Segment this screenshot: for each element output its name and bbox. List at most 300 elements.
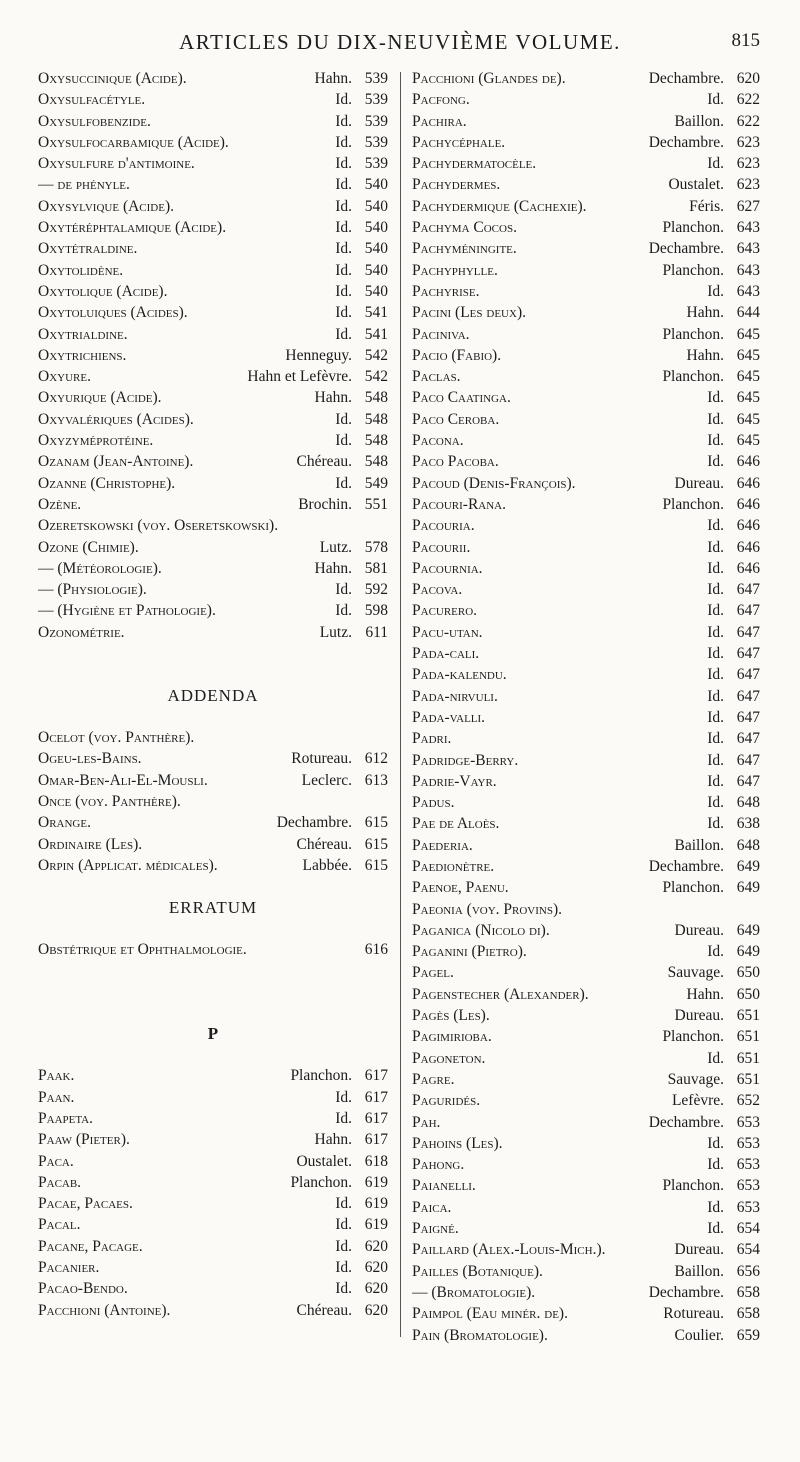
- entry-page: 549: [364, 474, 388, 492]
- entry-page: 645: [736, 410, 760, 428]
- index-entry: [412, 68, 760, 89]
- spacer: [38, 876, 388, 897]
- entry-author: Leclerc.: [301, 771, 352, 789]
- spacer: [38, 1002, 388, 1023]
- entry-term: Pailles (Botanique).: [412, 1262, 543, 1280]
- column-divider: [400, 72, 401, 1337]
- entry-page: 647: [736, 730, 760, 748]
- index-entry: [38, 430, 388, 451]
- index-entry: [412, 579, 760, 600]
- entry-term: Pacfong.: [412, 91, 470, 109]
- entry-term: Pacona.: [412, 432, 464, 450]
- entry-term: Pada-cali.: [412, 645, 480, 663]
- entry-term: Oxysulfacétyle.: [38, 91, 146, 109]
- entry-term: Pagimirioba.: [412, 1028, 492, 1046]
- entry-author: Id.: [707, 730, 724, 748]
- entry-term: Pada-nirvuli.: [412, 687, 498, 705]
- entry-term: Oxysulfure d'antimoine.: [38, 155, 195, 173]
- index-entry: [38, 558, 388, 579]
- index-entry: [412, 302, 760, 323]
- entry-author: Sauvage.: [667, 1070, 724, 1088]
- index-entry: [38, 727, 388, 748]
- entry-term: Pachyméningite.: [412, 240, 517, 258]
- entry-term: Paak.: [38, 1067, 75, 1085]
- entry-term: Pae de Aloès.: [412, 815, 500, 833]
- index-entry: [38, 515, 388, 536]
- index-entry: [412, 1175, 760, 1196]
- entry-page: 541: [364, 325, 388, 343]
- entry-page: 643: [736, 282, 760, 300]
- entry-term: Pacchioni (Glandes de).: [412, 70, 566, 87]
- index-entry: [412, 281, 760, 302]
- entry-author: Id.: [335, 261, 352, 279]
- entry-author: Id.: [707, 687, 724, 705]
- entry-author: Hahn.: [314, 559, 352, 577]
- entry-term: Pacu-utan.: [412, 623, 483, 641]
- entry-term: Ordinaire (Les).: [38, 835, 143, 853]
- entry-page: 578: [364, 538, 388, 556]
- entry-author: Dureau.: [674, 921, 724, 939]
- index-entry: [38, 111, 388, 132]
- entry-author: Hahn.: [686, 985, 724, 1003]
- index-entry: [412, 217, 760, 238]
- index-entry: [412, 132, 760, 153]
- entry-term: Ozène.: [38, 495, 82, 513]
- entry-page: 540: [364, 240, 388, 258]
- entry-page: 647: [736, 581, 760, 599]
- entry-page: 656: [736, 1262, 760, 1280]
- entry-author: Dureau.: [674, 474, 724, 492]
- entry-page: 649: [736, 857, 760, 875]
- index-entry: [412, 1112, 760, 1133]
- index-entry: [38, 409, 388, 430]
- entry-term: Ocelot (voy. Panthère).: [38, 729, 195, 747]
- entry-author: Id.: [335, 282, 352, 300]
- entry-author: Id.: [707, 666, 724, 684]
- entry-page: 649: [736, 879, 760, 897]
- entry-page: 539: [364, 91, 388, 109]
- entry-page: 659: [736, 1326, 760, 1344]
- index-entry: [412, 260, 760, 281]
- entry-page: 615: [364, 835, 388, 853]
- entry-term: Pacoud (Denis-François).: [412, 474, 576, 492]
- entry-term: Oxyure.: [38, 368, 91, 386]
- entry-author: Chéreau.: [296, 1301, 352, 1319]
- running-title: ARTICLES DU DIX-NEUVIÈME VOLUME.: [179, 30, 621, 54]
- entry-term: Pacournia.: [412, 559, 483, 577]
- entry-author: Labbée.: [302, 856, 352, 874]
- index-entry: [412, 1026, 760, 1047]
- erratum-list: [38, 939, 388, 960]
- index-entry: [38, 196, 388, 217]
- entry-page: 540: [364, 219, 388, 237]
- entry-author: Lefèvre.: [671, 1092, 724, 1110]
- index-entry: [412, 473, 760, 494]
- entry-page: 647: [736, 602, 760, 620]
- entry-author: Id.: [335, 1237, 352, 1255]
- entry-page: 643: [736, 261, 760, 279]
- entry-term: Obstétrique et Ophthalmologie.: [38, 941, 247, 959]
- index-entry: [38, 1151, 388, 1172]
- entry-term: Pacourii.: [412, 538, 471, 556]
- index-entry: [412, 1303, 760, 1324]
- entry-page: 658: [736, 1305, 760, 1323]
- entry-page: 540: [364, 282, 388, 300]
- entry-author: Chéreau.: [296, 453, 352, 471]
- entry-term: Pacouri-Rana.: [412, 495, 506, 513]
- entry-term: Paigné.: [412, 1220, 459, 1238]
- entry-page: 620: [364, 1301, 388, 1319]
- spacer: [38, 643, 388, 664]
- index-entry: [412, 537, 760, 558]
- spacer: [38, 664, 388, 685]
- index-entry: [38, 855, 388, 876]
- index-entry: [412, 920, 760, 941]
- index-entry: [38, 387, 388, 408]
- entry-page: 619: [364, 1195, 388, 1213]
- index-entry: [38, 174, 388, 195]
- entry-author: Planchon.: [290, 1067, 352, 1085]
- index-entry: [38, 366, 388, 387]
- entry-author: Id.: [335, 176, 352, 194]
- entry-author: Id.: [707, 282, 724, 300]
- entry-author: Id.: [335, 410, 352, 428]
- entry-term: Pacanier.: [38, 1259, 100, 1277]
- entry-term: Oxytoluiques (Acides).: [38, 304, 188, 322]
- entry-term: Pachira.: [412, 112, 467, 130]
- entry-author: Henneguy.: [285, 346, 352, 364]
- entry-author: Dechambre.: [648, 70, 724, 87]
- index-entry: [412, 494, 760, 515]
- entry-author: Id.: [707, 751, 724, 769]
- index-entry: [38, 345, 388, 366]
- entry-term: Pachydermes.: [412, 176, 501, 194]
- entry-author: Id.: [707, 538, 724, 556]
- entry-page: 653: [736, 1198, 760, 1216]
- entry-term: Pachydermatocèle.: [412, 155, 537, 173]
- index-entry: [412, 366, 760, 387]
- index-entry: [412, 153, 760, 174]
- entry-term: Paco Ceroba.: [412, 410, 500, 428]
- entry-page: 619: [364, 1173, 388, 1191]
- index-entry: [38, 281, 388, 302]
- index-entry: [412, 899, 760, 920]
- entry-page: 617: [364, 1067, 388, 1085]
- index-entry: [412, 877, 760, 898]
- index-entry: [38, 1257, 388, 1278]
- entry-page: 548: [364, 389, 388, 407]
- entry-page: 613: [364, 771, 388, 789]
- entry-page: 542: [364, 368, 388, 386]
- entry-term: Oxyvalériques (Acides).: [38, 410, 194, 428]
- entry-term: Ogeu-les-Bains.: [38, 750, 142, 768]
- entry-term: Pada-valli.: [412, 708, 486, 726]
- entry-term: — (Physiologie).: [38, 581, 147, 599]
- entry-term: Oxyurique (Acide).: [38, 389, 162, 407]
- entry-author: Planchon.: [662, 495, 724, 513]
- entry-term: — (Bromatologie).: [412, 1283, 536, 1301]
- index-entry: [38, 1108, 388, 1129]
- entry-term: Oxytolique (Acide).: [38, 282, 168, 300]
- index-entry: [412, 1069, 760, 1090]
- index-entry: [38, 748, 388, 769]
- entry-term: Oxytrialdine.: [38, 325, 128, 343]
- index-entry: [412, 1090, 760, 1111]
- entry-author: Id.: [335, 432, 352, 450]
- entry-author: Dechambre.: [648, 240, 724, 258]
- entry-term: Pahoins (Les).: [412, 1134, 503, 1152]
- entry-author: Id.: [707, 623, 724, 641]
- entry-term: Pacao-Bendo.: [38, 1280, 128, 1298]
- index-entry: [412, 451, 760, 472]
- entry-page: 622: [736, 91, 760, 109]
- index-entry: [412, 771, 760, 792]
- entry-page: 650: [736, 964, 760, 982]
- entry-author: Id.: [707, 453, 724, 471]
- entry-author: Dureau.: [674, 1241, 724, 1259]
- entry-page: 540: [364, 197, 388, 215]
- entry-page: 651: [736, 1007, 760, 1025]
- entry-term: Oxytétraldine.: [38, 240, 138, 258]
- entry-term: Paco Caatinga.: [412, 389, 511, 407]
- entry-term: Ozeretskowski (voy. Oseretskowski).: [38, 517, 279, 535]
- entry-page: 617: [364, 1109, 388, 1127]
- entry-author: Id.: [335, 1216, 352, 1234]
- index-entry: [38, 1172, 388, 1193]
- entry-page: 646: [736, 517, 760, 535]
- entry-page: 548: [364, 410, 388, 428]
- entry-term: Pachyphylle.: [412, 261, 498, 279]
- entry-page: 653: [736, 1177, 760, 1195]
- index-list-o: [38, 68, 388, 643]
- index-entry: [38, 473, 388, 494]
- entry-page: 648: [736, 836, 760, 854]
- entry-author: Chéreau.: [296, 835, 352, 853]
- entry-author: Id.: [707, 815, 724, 833]
- index-entry: [38, 579, 388, 600]
- entry-author: Id.: [707, 581, 724, 599]
- entry-author: Planchon.: [662, 368, 724, 386]
- entry-page: 646: [736, 453, 760, 471]
- entry-page: 646: [736, 474, 760, 492]
- entry-term: Padri.: [412, 730, 452, 748]
- entry-term: Pacini (Les deux).: [412, 304, 526, 322]
- entry-author: Hahn.: [314, 389, 352, 407]
- index-entry: [412, 750, 760, 771]
- entry-term: Pacouria.: [412, 517, 475, 535]
- entry-page: 612: [364, 750, 388, 768]
- entry-page: 645: [736, 432, 760, 450]
- entry-term: Ozanne (Christophe).: [38, 474, 176, 492]
- entry-page: 539: [364, 70, 388, 87]
- addenda-list: [38, 727, 388, 876]
- entry-page: 540: [364, 261, 388, 279]
- entry-term: Pacio (Fabio).: [412, 346, 502, 364]
- page-header: [40, 30, 760, 58]
- entry-page: 581: [364, 559, 388, 577]
- index-entry: [412, 792, 760, 813]
- entry-term: Paillard (Alex.-Louis-Mich.).: [412, 1241, 606, 1259]
- index-entry: [412, 707, 760, 728]
- entry-term: Pada-kalendu.: [412, 666, 507, 684]
- entry-author: Lutz.: [319, 538, 352, 556]
- entry-term: Oxysulfocarbamique (Acide).: [38, 133, 229, 151]
- entry-page: 620: [364, 1259, 388, 1277]
- entry-page: 620: [364, 1237, 388, 1255]
- index-entry: [38, 260, 388, 281]
- entry-page: 623: [736, 155, 760, 173]
- index-entry: [412, 856, 760, 877]
- entry-author: Id.: [335, 325, 352, 343]
- entry-term: Paan.: [38, 1088, 75, 1106]
- index-entry: [38, 537, 388, 558]
- index-entry: [412, 1048, 760, 1069]
- entry-term: Omar-Ben-Ali-El-Mousli.: [38, 771, 208, 789]
- entry-page: 646: [736, 559, 760, 577]
- entry-author: Id.: [707, 1049, 724, 1067]
- letter-p-heading: P: [207, 1024, 219, 1044]
- entry-author: Planchon.: [662, 1177, 724, 1195]
- entry-page: 548: [364, 453, 388, 471]
- entry-page: 653: [736, 1134, 760, 1152]
- entry-term: Ozone (Chimie).: [38, 538, 139, 556]
- index-entry: [38, 791, 388, 812]
- entry-term: — de phényle.: [38, 176, 130, 194]
- entry-term: Orange.: [38, 814, 91, 832]
- entry-page: 616: [364, 941, 388, 959]
- entry-term: Paedionètre.: [412, 857, 495, 875]
- index-entry: [38, 238, 388, 259]
- index-entry: [38, 1065, 388, 1086]
- entry-author: Féris.: [689, 197, 724, 215]
- entry-author: Id.: [335, 304, 352, 322]
- entry-author: Id.: [707, 432, 724, 450]
- entry-page: 620: [736, 70, 760, 87]
- index-entry: [38, 132, 388, 153]
- entry-page: 653: [736, 1113, 760, 1131]
- entry-page: 548: [364, 432, 388, 450]
- spacer: [38, 706, 388, 727]
- index-entry: [38, 622, 388, 643]
- entry-page: 615: [364, 856, 388, 874]
- index-entry: [412, 1133, 760, 1154]
- entry-term: Padus.: [412, 794, 455, 812]
- index-entry: [412, 984, 760, 1005]
- entry-term: Pacab.: [38, 1173, 82, 1191]
- entry-term: Paeonia (voy. Provins).: [412, 900, 563, 918]
- entry-term: Pahong.: [412, 1156, 465, 1174]
- entry-page: 646: [736, 538, 760, 556]
- entry-author: Hahn.: [686, 346, 724, 364]
- entry-author: Id.: [335, 474, 352, 492]
- index-entry: [412, 813, 760, 834]
- index-entry: [38, 834, 388, 855]
- index-entry: [38, 770, 388, 791]
- entry-author: Id.: [707, 517, 724, 535]
- entry-author: Id.: [707, 943, 724, 961]
- entry-author: Coulier.: [674, 1326, 724, 1344]
- entry-page: 540: [364, 176, 388, 194]
- entry-page: 643: [736, 240, 760, 258]
- entry-page: 620: [364, 1280, 388, 1298]
- entry-page: 619: [364, 1216, 388, 1234]
- entry-page: 647: [736, 666, 760, 684]
- entry-term: Oxytrichiens.: [38, 346, 127, 364]
- entry-page: 539: [364, 112, 388, 130]
- index-entry: [412, 558, 760, 579]
- entry-term: Pacal.: [38, 1216, 81, 1234]
- entry-author: Id.: [335, 1259, 352, 1277]
- entry-term: Pacova.: [412, 581, 463, 599]
- entry-term: Paimpol (Eau minér. de).: [412, 1305, 568, 1323]
- entry-term: Oxyzyméprotéine.: [38, 432, 154, 450]
- entry-page: 647: [736, 772, 760, 790]
- entry-page: 615: [364, 814, 388, 832]
- entry-author: Id.: [707, 645, 724, 663]
- entry-page: 541: [364, 304, 388, 322]
- entry-page: 649: [736, 921, 760, 939]
- entry-author: Id.: [707, 389, 724, 407]
- entry-page: 644: [736, 304, 760, 322]
- entry-term: — (Météorologie).: [38, 559, 162, 577]
- entry-term: Paclas.: [412, 368, 461, 386]
- entry-author: Id.: [335, 602, 352, 620]
- entry-term: Paica.: [412, 1198, 452, 1216]
- entry-author: Id.: [707, 1220, 724, 1238]
- entry-term: Paederia.: [412, 836, 473, 854]
- entry-page: 645: [736, 346, 760, 364]
- entry-term: Orpin (Applicat. médicales).: [38, 856, 218, 874]
- entry-page: 653: [736, 1156, 760, 1174]
- entry-page: 645: [736, 368, 760, 386]
- entry-author: Rotureau.: [291, 750, 352, 768]
- entry-author: Id.: [335, 155, 352, 173]
- entry-author: Planchon.: [662, 261, 724, 279]
- entry-page: 652: [736, 1092, 760, 1110]
- entry-term: Paganica (Nicolo di).: [412, 921, 550, 939]
- index-entry: [38, 217, 388, 238]
- entry-term: Pacae, Pacaes.: [38, 1195, 133, 1213]
- entry-term: Ozanam (Jean-Antoine).: [38, 453, 194, 471]
- index-entry: [38, 1278, 388, 1299]
- entry-author: Id.: [707, 602, 724, 620]
- entry-author: Id.: [335, 581, 352, 599]
- entry-page: 623: [736, 176, 760, 194]
- entry-term: Pachydermique (Cachexie).: [412, 197, 587, 215]
- entry-page: 592: [364, 581, 388, 599]
- entry-page: 647: [736, 687, 760, 705]
- entry-page: 654: [736, 1220, 760, 1238]
- entry-page: 551: [364, 495, 388, 513]
- entry-term: Paco Pacoba.: [412, 453, 499, 471]
- entry-page: 542: [364, 346, 388, 364]
- index-list-pa: [412, 68, 760, 1346]
- index-entry: [412, 174, 760, 195]
- entry-page: 617: [364, 1088, 388, 1106]
- index-entry: [412, 387, 760, 408]
- entry-author: Id.: [707, 708, 724, 726]
- entry-page: 539: [364, 133, 388, 151]
- index-entry: [412, 345, 760, 366]
- entry-page: 651: [736, 1070, 760, 1088]
- entry-author: Baillon.: [674, 1262, 724, 1280]
- entry-term: Pah.: [412, 1113, 441, 1131]
- entry-term: Oxytolidène.: [38, 261, 124, 279]
- index-entry: [412, 111, 760, 132]
- index-entry: [412, 643, 760, 664]
- left-column: [38, 68, 388, 1321]
- entry-page: 638: [736, 815, 760, 833]
